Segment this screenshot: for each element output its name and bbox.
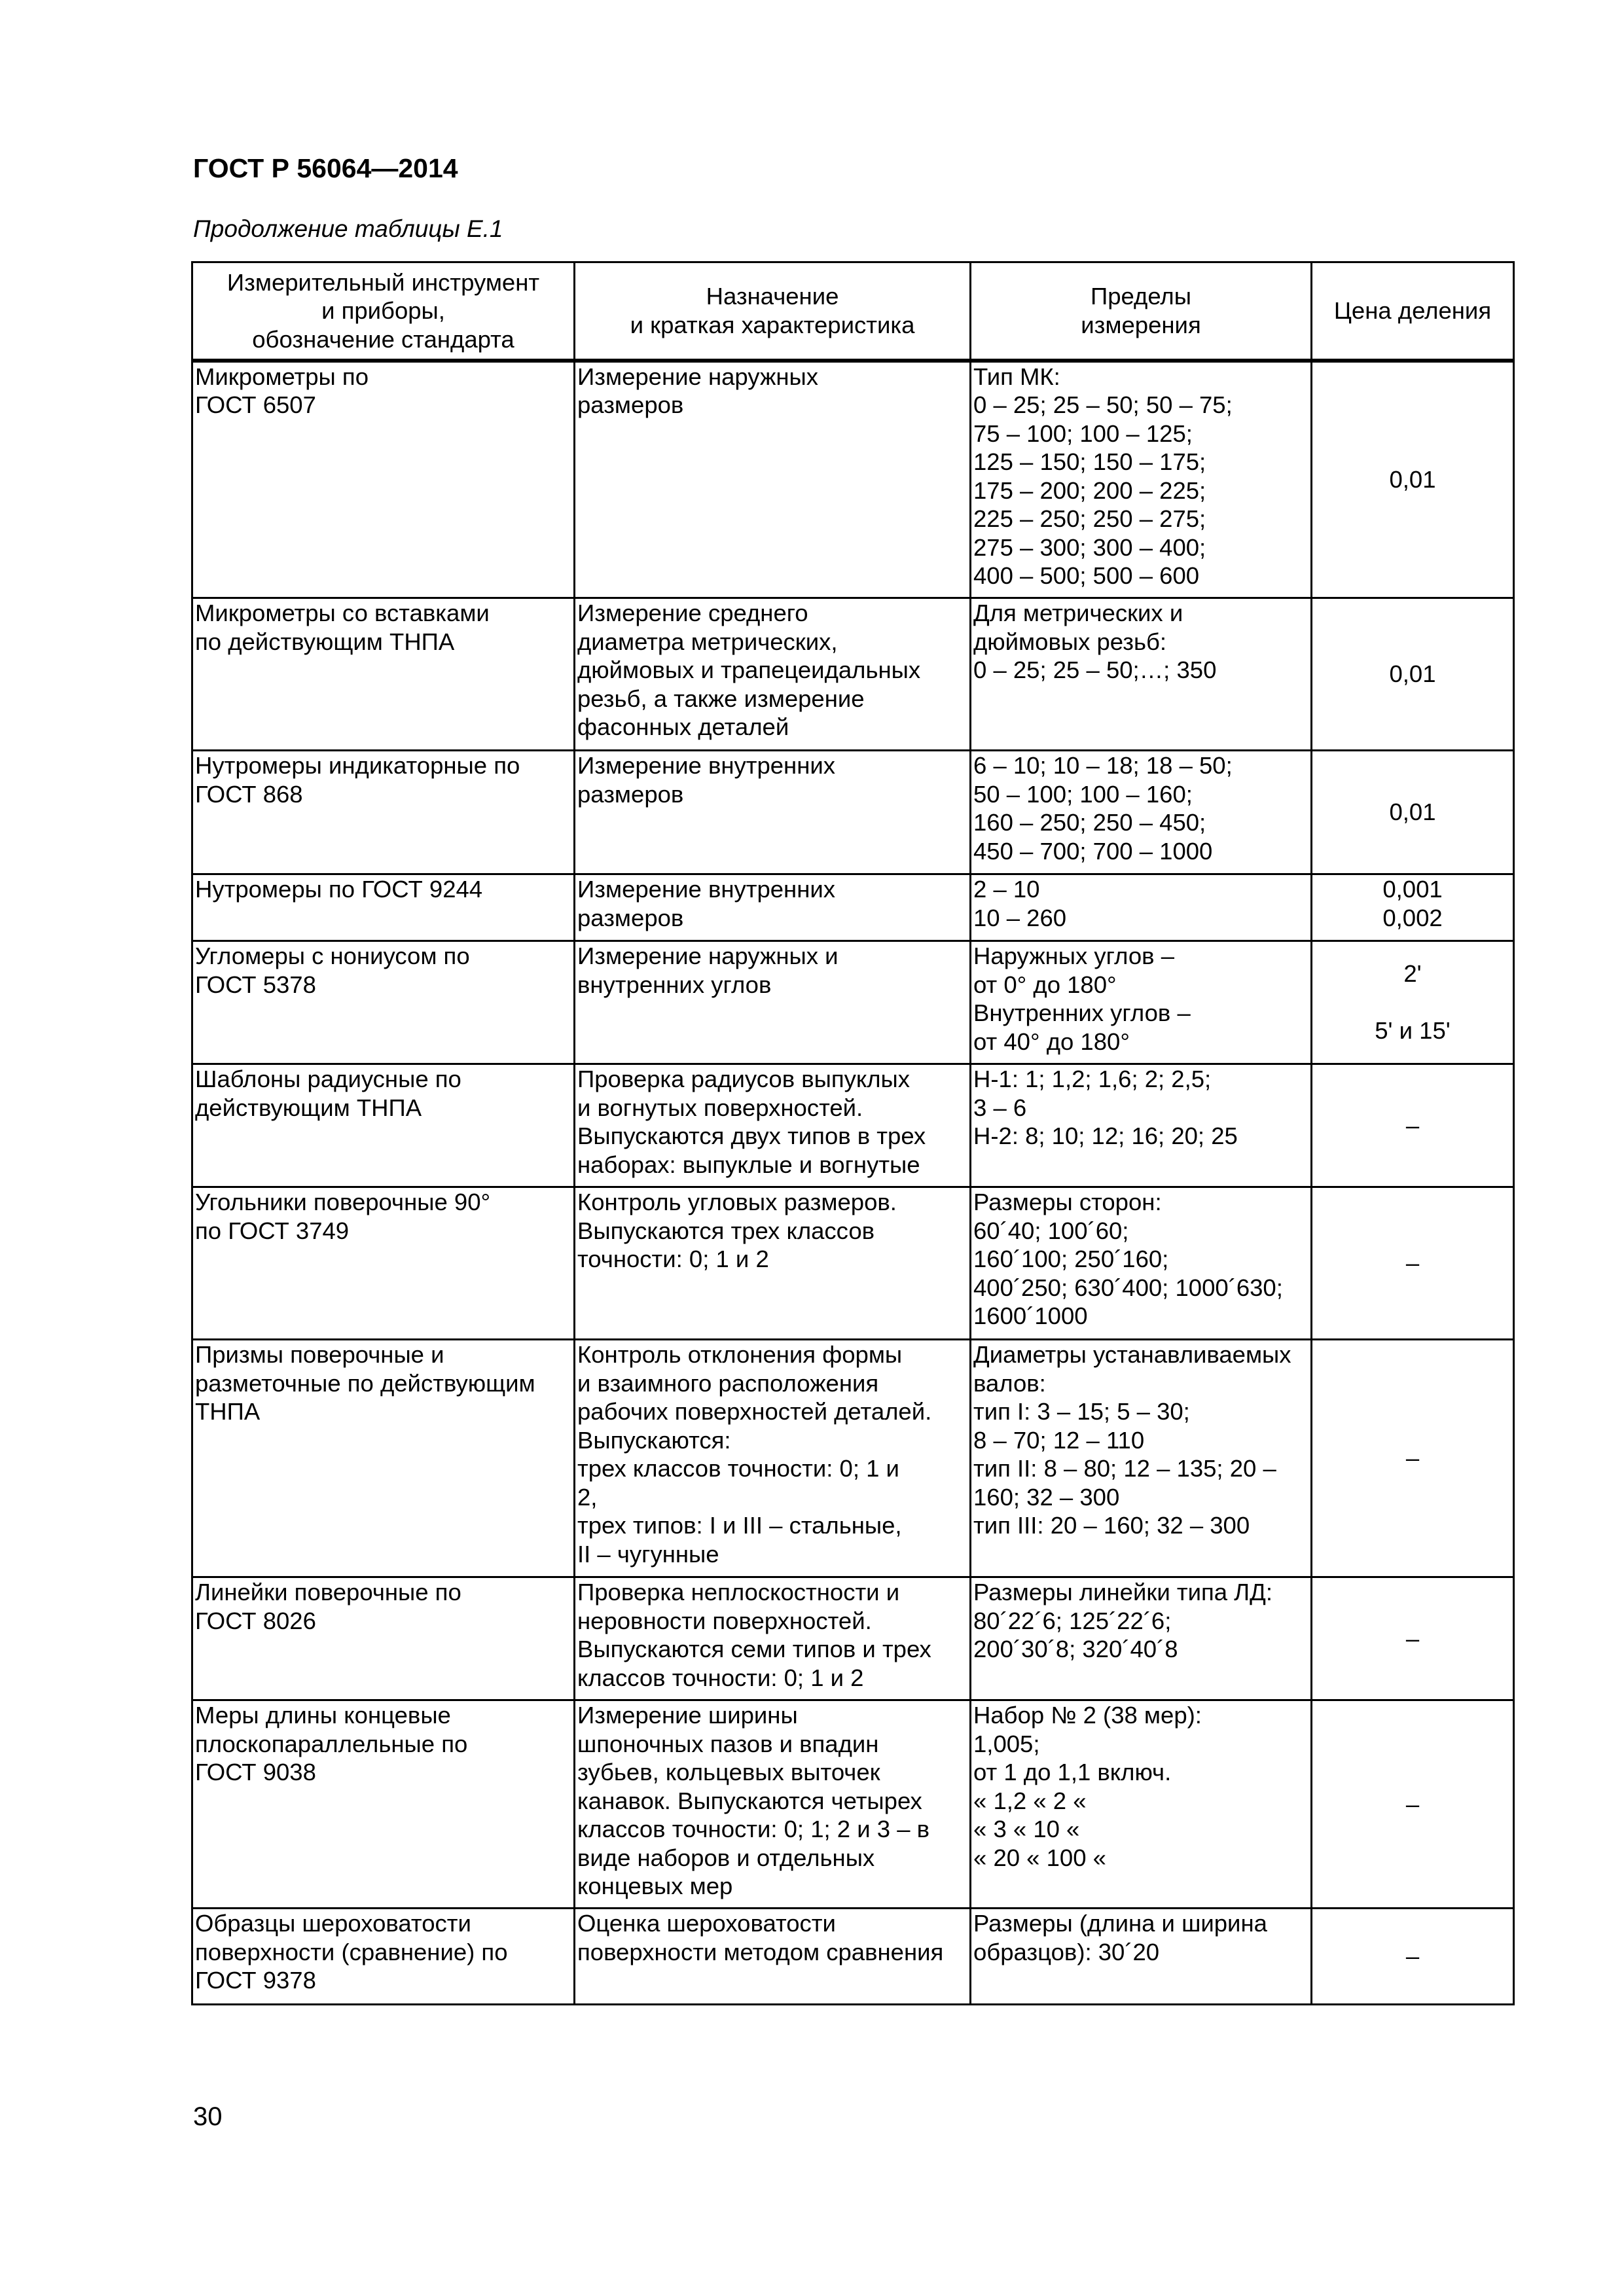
page-number: 30 xyxy=(193,2102,223,2131)
cell-purpose: Измерение среднего диаметра метрических, дюймовых и трапецеидальных резьб, а также измерение фасонных деталей xyxy=(575,598,971,751)
cell-limits: Наружных углов – от 0° до 180° Внутренних углов – от 40° до 180° xyxy=(971,941,1312,1064)
cell-instrument: Микрометры по ГОСТ 6507 xyxy=(192,361,575,598)
cell-purpose: Оценка шероховатости поверхности методом сравнения xyxy=(575,1909,971,2005)
cell-division: 2' 5' и 15' xyxy=(1312,941,1514,1064)
table-row xyxy=(192,941,1514,1064)
cell-limits: Набор № 2 (38 мер): 1,005; от 1 до 1,1 включ. « 1,2 « 2 « « 3 « 10 « « 20 « 100 « xyxy=(971,1700,1312,1909)
cell-purpose: Проверка неплоскостности и неровности поверхностей. Выпускаются семи типов и трех классов точности: 0; 1 и 2 xyxy=(575,1577,971,1700)
cell-purpose: Измерение ширины шпоночных пазов и впадин зубьев, кольцевых выточек канавок. Выпускаются четырех классов точности: 0; 1; 2 и 3 – в виде наборов и отдельных концевых мер xyxy=(575,1700,971,1909)
cell-instrument: Нутромеры по ГОСТ 9244 xyxy=(192,874,575,941)
cell-division: – xyxy=(1312,1340,1514,1577)
table-row xyxy=(192,1700,1514,1909)
cell-limits: 6 – 10; 10 – 18; 18 – 50; 50 – 100; 100 – 160; 160 – 250; 250 – 450; 450 – 700; 700 – 1000 xyxy=(971,751,1312,874)
cell-limits: Размеры линейки типа ЛД: 80´22´6; 125´22´6; 200´30´8; 320´40´8 xyxy=(971,1577,1312,1700)
column-header-division: Цена деления xyxy=(1312,262,1514,361)
cell-division: 0,01 xyxy=(1312,361,1514,598)
column-header-limits: Пределы измерения xyxy=(971,262,1312,361)
instruments-table-container xyxy=(191,261,1513,2005)
cell-limits: Диаметры устанавливаемых валов: тип I: 3 – 15; 5 – 30; 8 – 70; 12 – 110 тип II: 8 – 80; 12 – 135; 20 – 160; 32 – 300 тип III: 20 – 160; 32 – 300 xyxy=(971,1340,1312,1577)
cell-division: – xyxy=(1312,1064,1514,1187)
cell-division: 0,01 xyxy=(1312,598,1514,751)
cell-purpose: Измерение внутренних размеров xyxy=(575,874,971,941)
cell-instrument: Линейки поверочные по ГОСТ 8026 xyxy=(192,1577,575,1700)
document-code: ГОСТ Р 56064—2014 xyxy=(193,153,458,183)
cell-division: – xyxy=(1312,1909,1514,2005)
cell-purpose: Контроль отклонения формы и взаимного расположения рабочих поверхностей деталей. Выпускаются: трех классов точности: 0; 1 и 2, трех типов: I и III – стальные, II – чугунные xyxy=(575,1340,971,1577)
cell-instrument: Микрометры со вставками по действующим ТНПА xyxy=(192,598,575,751)
table-row xyxy=(192,361,1514,598)
cell-purpose: Измерение наружных и внутренних углов xyxy=(575,941,971,1064)
cell-purpose: Проверка радиусов выпуклых и вогнутых поверхностей. Выпускаются двух типов в трех наборах: выпуклые и вогнутые xyxy=(575,1064,971,1187)
cell-instrument: Образцы шероховатости поверхности (сравнение) по ГОСТ 9378 xyxy=(192,1909,575,2005)
cell-purpose: Измерение наружных размеров xyxy=(575,361,971,598)
cell-limits: 2 – 10 10 – 260 xyxy=(971,874,1312,941)
cell-limits: Н-1: 1; 1,2; 1,6; 2; 2,5; 3 – 6 Н-2: 8; 10; 12; 16; 20; 25 xyxy=(971,1064,1312,1187)
cell-limits: Для метрических и дюймовых резьб: 0 – 25; 25 – 50;…; 350 xyxy=(971,598,1312,751)
instruments-table xyxy=(191,261,1515,2005)
column-header-purpose: Назначение и краткая характеристика xyxy=(575,262,971,361)
table-caption: Продолжение таблицы Е.1 xyxy=(193,215,503,242)
column-header-instrument: Измерительный инструмент и приборы, обозначение стандарта xyxy=(192,262,575,361)
cell-instrument: Шаблоны радиусные по действующим ТНПА xyxy=(192,1064,575,1187)
table-row xyxy=(192,1909,1514,2005)
table-row xyxy=(192,1187,1514,1340)
cell-purpose: Контроль угловых размеров. Выпускаются трех классов точности: 0; 1 и 2 xyxy=(575,1187,971,1340)
cell-division: 0,01 xyxy=(1312,751,1514,874)
cell-division: – xyxy=(1312,1577,1514,1700)
cell-division: – xyxy=(1312,1187,1514,1340)
cell-limits: Размеры (длина и ширина образцов): 30´20 xyxy=(971,1909,1312,2005)
cell-instrument: Нутромеры индикаторные по ГОСТ 868 xyxy=(192,751,575,874)
table-row xyxy=(192,598,1514,751)
cell-instrument: Призмы поверочные и разметочные по действующим ТНПА xyxy=(192,1340,575,1577)
cell-limits: Тип МК: 0 – 25; 25 – 50; 50 – 75; 75 – 100; 100 – 125; 125 – 150; 150 – 175; 175 – 200; 200 – 225; 225 – 250; 250 – 275; 275 – 300; 300 – 400; 400 – 500; 500 – 600 xyxy=(971,361,1312,598)
table-row xyxy=(192,874,1514,941)
cell-division: – xyxy=(1312,1700,1514,1909)
cell-purpose: Измерение внутренних размеров xyxy=(575,751,971,874)
cell-limits: Размеры сторон: 60´40; 100´60; 160´100; 250´160; 400´250; 630´400; 1000´630; 1600´1000 xyxy=(971,1187,1312,1340)
table-header-row xyxy=(192,262,1514,361)
cell-instrument: Угольники поверочные 90° по ГОСТ 3749 xyxy=(192,1187,575,1340)
cell-division: 0,001 0,002 xyxy=(1312,874,1514,941)
table-row xyxy=(192,1340,1514,1577)
cell-instrument: Угломеры с нониусом по ГОСТ 5378 xyxy=(192,941,575,1064)
table-row xyxy=(192,1064,1514,1187)
table-row xyxy=(192,751,1514,874)
table-row xyxy=(192,1577,1514,1700)
cell-instrument: Меры длины концевые плоскопараллельные по ГОСТ 9038 xyxy=(192,1700,575,1909)
